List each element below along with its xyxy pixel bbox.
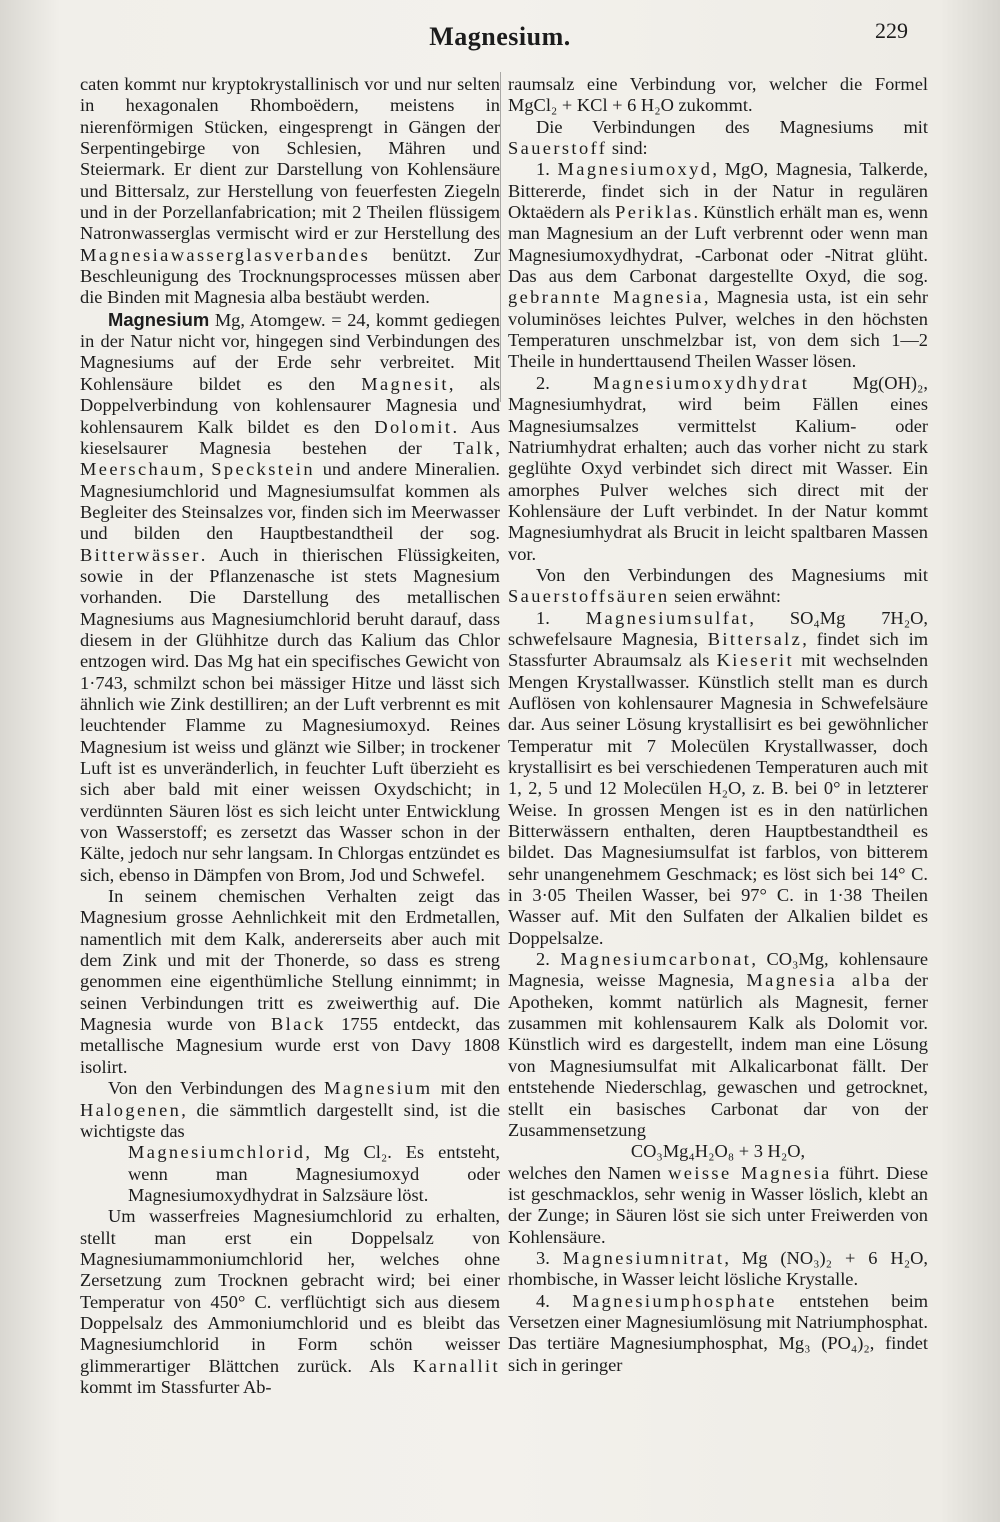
paragraph-magnesium-chloride: Magnesiumchlorid, Mg Cl₂. Es entsteht, wenn man Magnesiumoxyd oder Magnesiumoxydhydrat in Salzsäure löst. bbox=[128, 1142, 500, 1205]
spaced-term: Magnesiumcarbonat bbox=[560, 949, 752, 970]
paragraph-anhydrous-chloride: Um wasserfreies Magnesiumchlorid zu erhalten, stellt man erst ein Doppelsalz von Magnesiumammoniumchlorid her, welches ohne Zersetzung zum Trocknen gebracht wird; bei einer Temperatur von 450° C. verflüchtigt sich aus diesem Doppelsalz des Ammoniumchlorid und es bleibt das Magnesiumchlorid in Form schön weisser glimmerartiger Blättchen zurück. Als Karnallit kommt im Stassfurter Ab- bbox=[80, 1206, 500, 1397]
paragraph-magnesium-entry: Magnesium Mg, Atomgew. = 24, kommt gediegen in der Natur nicht vor, hingegen sind Verbindungen des Magnesiums auf der Erde sehr verbreitet. Mit Kohlensäure bildet es den Magnesit, als Doppelverbindung von kohlensaurer Magnesia und kohlensaurem Kalk bildet es den Dolomit. Aus kieselsaurer Magnesia bestehen der Talk, Meerschaum, Speckstein und andere Mineralien. Magnesiumchlorid und Magnesiumsulfat kommen als Begleiter des Steinsalzes vor, finden sich im Meerwasser und bilden den Hauptbestandtheil der sog. Bitterwässer. Auch in thierischen Flüssigkeiten, sowie in der Pflanzenasche ist stets Magnesium vorhanden. Die Darstellung des metallischen Magnesiums aus Magnesiumchlorid beruht darauf, dass diesem in der Glühhitze durch das Kalium das Chlor entzogen wird. Das Mg hat ein specifisches Gewicht von 1·743, schmilzt schon bei mässiger Hitze und lässt sich ähnlich wie Zink destilliren; an der Luft verbrennt es mit leuchtender Flamme zu Magnesiumoxyd. Reines Magnesium ist weiss und glänzt wie Silber; in trockener Luft ist es unveränderlich, in feuchter Luft überzieht es sich aber bald mit einer weissen Oxydschicht; in verdünnten Säuren löst es sich leicht unter Entwicklung von Wasserstoff; es zersetzt das Wasser schon in der Kälte, jedoch nur sehr langsam. In Chlorgas entzündet es sich, ebenso in Dämpfen von Brom, Jod und Schwefel. bbox=[80, 308, 500, 885]
page-number: 229 bbox=[875, 18, 908, 43]
spaced-term: Magnesit bbox=[361, 373, 449, 394]
spaced-term: Magnesiawasserglasverbandes bbox=[80, 244, 371, 265]
spaced-term: Magnesiumnitrat bbox=[562, 1247, 725, 1268]
paragraph-chemical-behaviour: In seinem chemischen Verhalten zeigt das Magnesium grosse Aehnlichkeit mit den Erdmetallen, namentlich mit dem Kalk, andererseits aber auch mit dem Zink und mit der Thonerde, so dass es streng genommen eine eigenthümliche Stellung einnimmt; in seinen Verbindungen tritt es zweiwerthig auf. Die Magnesia wurde von Black 1755 entdeckt, das metallische Magnesium wurde erst von Davy 1808 isolirt. bbox=[80, 886, 500, 1077]
column-rule bbox=[500, 72, 501, 402]
entry-headword: Magnesium bbox=[108, 308, 210, 330]
paragraph-oxyacid-compounds: Von den Verbindungen des Magnesiums mit Sauerstoffsäuren seien erwähnt: bbox=[508, 564, 928, 607]
running-head: Magnesium. bbox=[429, 22, 571, 51]
spaced-term: Speckstein bbox=[211, 459, 315, 480]
paragraph-oxygen-compounds: Die Verbindungen des Magnesiums mit Sauerstoff sind: bbox=[508, 116, 928, 159]
spaced-term: Magnesium bbox=[324, 1078, 433, 1099]
spaced-term: Karnallit bbox=[413, 1355, 500, 1376]
paragraph-magnesium-nitrate: 3. Magnesiumnitrat, Mg (NO₃)₂ + 6 H₂O, rhombische, in Wasser leicht lösliche Krystalle. bbox=[508, 1247, 929, 1290]
left-column bbox=[80, 74, 500, 1398]
right-column bbox=[508, 74, 928, 1376]
paragraph-magnesium-carbonate: 2. Magnesiumcarbonat, CO₃Mg, kohlensaure Magnesia, weisse Magnesia, Magnesia alba der Apotheken, kommt natürlich als Magnesit, ferner zusammen mit kohlensaurem Kalk als Dolomit vor. Künstlich wird es dargestellt, indem man eine Lösung von Magnesiumsulfat mit Alkalicarbonat fällt. Der entstehende Niederschlag, gewaschen und getrocknet, stellt ein basisches Carbonat dar von der Zusammensetzung bbox=[508, 949, 928, 1140]
spaced-term: Dolomit bbox=[374, 416, 453, 437]
spaced-term: Magnesiumoxydhydrat bbox=[593, 372, 810, 393]
spaced-term: Magnesiumsulfat bbox=[585, 607, 750, 628]
spaced-term: Magnesia alba bbox=[746, 970, 893, 991]
spaced-term: Bitterwässer bbox=[80, 544, 201, 565]
paragraph-magnesium-hydroxide: 2. Magnesiumoxydhydrat Mg(OH)₂, Magnesiumhydrat, wird beim Fällen eines Magnesiumsalzes vermittelst Kalium- oder Natriumhydrat erhalten; auch das vorher nicht zu stark geglühte Oxyd verbindet sich direct mit Wasser. Ein amorphes Pulver welches sich direct mit der Kohlensäure der Luft verbindet. In der Natur kommt Magnesiumhydrat als Brucit in leicht spaltbaren Massen vor. bbox=[508, 372, 928, 564]
spaced-term: Magnesiumchlorid bbox=[128, 1142, 306, 1163]
spaced-term: Kieserit bbox=[716, 650, 795, 671]
paragraph-karnallit-formula: raumsalz eine Verbindung vor, welcher die Formel MgCl₂ + KCl + 6 H₂O zukommt. bbox=[508, 74, 928, 116]
paragraph-magnesium-oxide: 1. Magnesiumoxyd, MgO, Magnesia, Talkerde, Bittererde, findet sich in der Natur in regulären Oktaëdern als Periklas. Künstlich erhält man es, wenn man Magnesium an der Luft verbrennt oder wenn man Magnesiumoxydhydrat, -Carbonat oder -Nitrat glüht. Das aus dem Carbonat dargestellte Oxyd, die sog. gebrannte Magnesia, Magnesia usta, ist ein sehr voluminöses leichtes Pulver, welches in den höchsten Temperaturen unschmelzbar ist, von dem sich 1—2 Theile in hunderttausend Theilen Wasser lösen. bbox=[508, 159, 928, 372]
spaced-term: weisse Magnesia bbox=[668, 1162, 832, 1183]
spaced-term: Halogenen bbox=[80, 1099, 182, 1120]
paragraph-halogen-compounds: Von den Verbindungen des Magnesium mit den Halogenen, die sämmtlich dargestellt sind, ist die wichtigste das bbox=[80, 1078, 500, 1141]
paragraph-leukolith-usage: caten kommt nur kryptokrystallinisch vor und nur selten in hexagonalen Rhomboëdern, meistens in nierenförmigen Stücken, eingesprengt in Gängen der Serpentingebirge von Schlesien, Mähren und Steiermark. Er dient zur Darstellung von Kohlensäure und Bittersalz, zur Herstellung von feuerfesten Ziegeln und in der Porzellanfabrication; mit 2 Theilen flüssigem Natronwasserglas vermischt wird er zur Herstellung des Magnesiawasserglasverbandes benützt. Zur Beschleunigung des Trocknungsprocesses müssen aber die Binden mit Magnesia alba bestäubt werden. bbox=[80, 74, 500, 308]
spaced-term: Magnesiumoxyd bbox=[557, 159, 713, 180]
spaced-term: Talk bbox=[453, 437, 496, 458]
spaced-term: gebrannte Magnesia bbox=[508, 287, 704, 308]
spaced-term: Bittersalz bbox=[707, 628, 803, 649]
spaced-term: Black bbox=[270, 1014, 326, 1035]
formula-basic-carbonate: CO₃Mg₄H₂O₈ + 3 H₂O, bbox=[630, 1141, 806, 1162]
paragraph-magnesium-phosphates: 4. Magnesiumphosphate entstehen beim Versetzen einer Magnesiumlösung mit Natriumphosphat. Das tertiäre Magnesiumphosphat, Mg₃ (PO₄)₂, findet sich in geringer bbox=[508, 1290, 928, 1375]
paragraph-white-magnesia: welches den Namen weisse Magnesia führt. Diese ist geschmacklos, sehr wenig in Wasser löslich, klebt an der Zunge; in Säuren löst sie sich unter Freiwerden von Kohlensäure. bbox=[508, 1162, 929, 1247]
spaced-term: Sauerstoffsäuren bbox=[508, 586, 670, 607]
paragraph-magnesium-sulfate: 1. Magnesiumsulfat, SO₄Mg 7H₂O, schwefelsaure Magnesia, Bittersalz, findet sich im Stassfurter Abraumsalz als Kieserit mit wechselnden Mengen Krystallwasser. Künstlich stellt man es durch Auflösen von kohlensaurer Magnesia in Schwefelsäure dar. Aus seiner Lösung krystallisirt es bei gewöhnlicher Temperatur mit 7 Molecülen Krystallwasser, doch krystallisirt es bei verschiedenen Temperaturen auch mit 1, 2, 5 und 12 Molecülen H₂O, z. B. bei 0° in letzterer Weise. In grossen Mengen ist es in den natürlichen Bitterwässern enthalten, deren Hauptbestandtheil es bildet. Das Magnesiumsulfat ist farblos, von bitterem sehr unangenehmem Geschmack; es löst sich bei 14° C. in 3·05 Theilen Wasser, bei 97° C. in 1·38 Theilen Wasser auf. Mit den Sulfaten der Alkalien bildet es Doppelsalze. bbox=[508, 607, 929, 948]
spaced-term: Meerschaum bbox=[80, 459, 199, 480]
spaced-term: Magnesiumphosphate bbox=[572, 1290, 777, 1311]
spaced-term: Periklas bbox=[615, 202, 694, 223]
spaced-term: Sauerstoff bbox=[508, 138, 608, 159]
